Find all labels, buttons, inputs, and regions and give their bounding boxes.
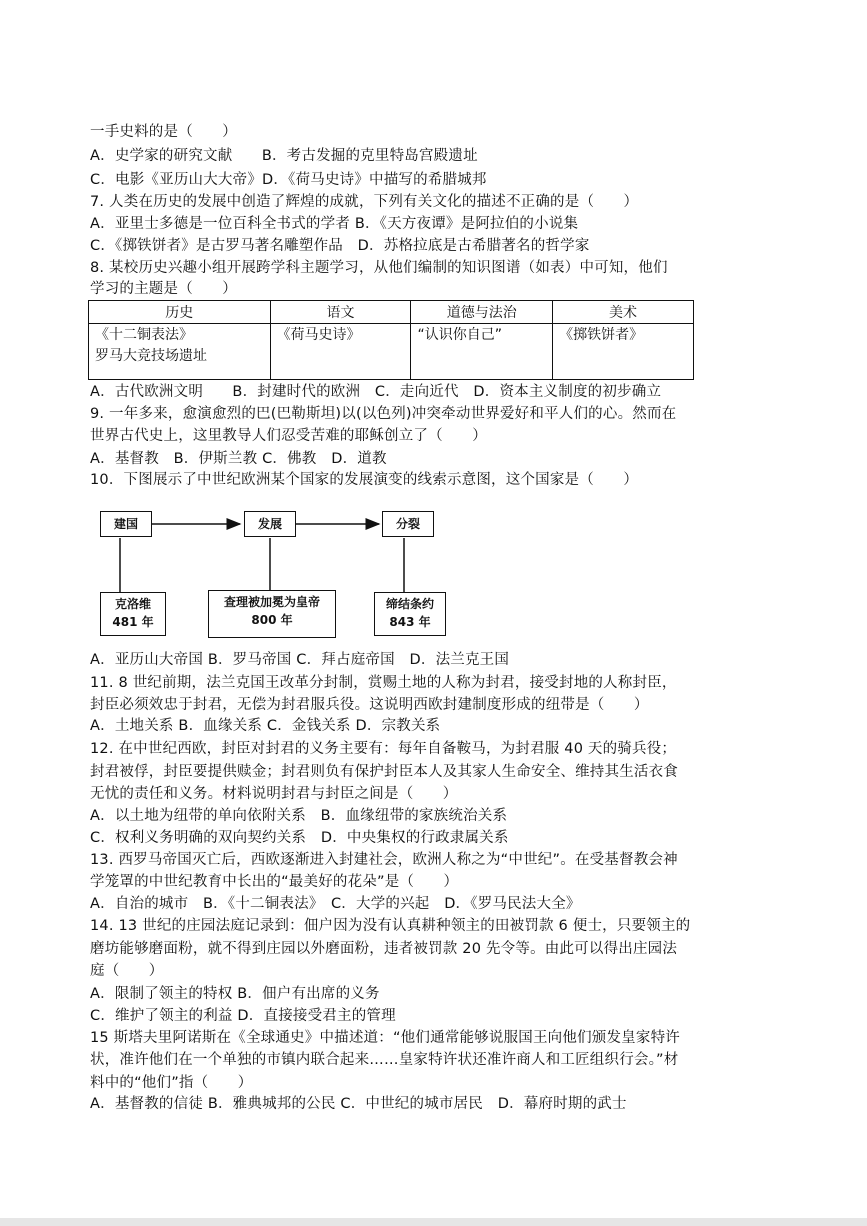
q12-stem-3: 无忧的责任和义务。材料说明封君与封臣之间是（ ）: [90, 786, 458, 802]
q12-options-ab: A．以土地为纽带的单向依附关系 B．血缘纽带的家族统治关系: [90, 808, 508, 824]
table-header: 历史: [89, 301, 271, 324]
q15-stem-2: 状，准许他们在一个单独的市镇内联合起来……皇家特许状还准许商人和工匠组织行会。”材: [90, 1052, 679, 1068]
q15-stem-1: 15 斯塔夫里阿诺斯在《全球通史》中描述道：“他们通常能够说服国王向他们颁发皇家特许: [90, 1030, 680, 1046]
event-name: 查理被加冕为皇帝: [223, 595, 320, 609]
q13-stem-2: 学笼罩的中世纪教育中长出的“最美好的花朵”是（ ）: [90, 874, 459, 890]
diagram-node-development: 发展: [244, 511, 296, 537]
q11-stem-1: 11. 8 世纪前期，法兰克国王改革分封制，赏赐土地的人称为封君，接受封地的人称封臣，: [90, 675, 677, 691]
q13-options: A．自治的城市 B．《十二铜表法》 C．大学的兴起 D．《罗马民法大全》: [90, 896, 581, 912]
q10-options: A．亚历山大帝国 B．罗马帝国 C．拜占庭帝国 D．法兰克王国: [90, 652, 510, 668]
table-cell: 《掷铁饼者》: [553, 324, 694, 380]
q14-options-ab: A．限制了领主的特权 B．佃户有出席的义务: [90, 986, 380, 1002]
q9-options: A．基督教 B．伊斯兰教 C．佛教 D．道教: [90, 451, 387, 467]
q7-options-cd: C．《掷铁饼者》是古罗马著名雕塑作品 D．苏格拉底是古希腊著名的哲学家: [90, 238, 590, 254]
diagram-event-charlemagne: [208, 590, 336, 638]
diagram-node-founding: 建国: [100, 511, 152, 537]
q15-options: A．基督教的信徒 B．雅典城邦的公民 C．中世纪的城市居民 D．幕府时期的武士: [90, 1096, 627, 1112]
q12-options-cd: C．权利义务明确的双向契约关系 D．中央集权的行政隶属关系: [90, 830, 509, 846]
q7-options-ab: A．亚里士多德是一位百科全书式的学者 B．《天方夜谭》是阿拉伯的小说集: [90, 216, 579, 232]
table-header: 道德与法治: [411, 301, 553, 324]
q9-stem-1: 9. 一年多来，愈演愈烈的巴(巴勒斯坦)以(以色列)冲突牵动世界爱好和平人们的心。然而在: [90, 406, 677, 422]
table-cell: 《荷马史诗》: [270, 324, 411, 380]
table-header: 语文: [270, 301, 411, 324]
q8-options: A．古代欧洲文明 B．封建时代的欧洲 C．走向近代 D．资本主义制度的初步确立: [90, 384, 662, 400]
q6-options-ab: A．史学家的研究文献 B．考古发掘的克里特岛宫殿遗址: [90, 148, 478, 164]
event-year: 481 年: [112, 615, 154, 629]
q7-stem: 7. 人类在历史的发展中创造了辉煌的成就，下列有关文化的描述不正确的是（ ）: [90, 194, 639, 210]
q12-stem-2: 封君被俘，封臣要提供赎金；封君则负有保护封臣本人及其家人生命安全、维持其生活衣食: [90, 764, 678, 780]
q9-stem-2: 世界古代史上，这里教导人们忍受苦难的耶稣创立了（ ）: [90, 428, 487, 444]
table-cell: 《十二铜表法》 罗马大竞技场遗址: [89, 324, 271, 380]
q14-stem-1: 14. 13 世纪的庄园法庭记录到：佃户因为没有认真耕种领主的田被罚款 6 便士，只要领主的: [90, 918, 691, 934]
event-year: 843 年: [389, 615, 431, 629]
q14-stem-2: 磨坊能够磨面粉，就不得到庄园以外磨面粉，违者被罚款 20 先令等。由此可以得出庄园法: [90, 941, 678, 957]
table-cell: “认识你自己”: [411, 324, 553, 380]
q14-options-cd: C．维护了领主的利益 D．直接接受君主的管理: [90, 1008, 396, 1024]
q10-stem: 10．下图展示了中世纪欧洲某个国家的发展演变的线索示意图，这个国家是（ ）: [90, 472, 639, 488]
q8-stem-1: 8. 某校历史兴趣小组开展跨学科主题学习，从他们编制的知识图谱（如表）中可知，他们: [90, 260, 668, 276]
diagram-event-clovis: [100, 592, 166, 636]
table-header: 美术: [553, 301, 694, 324]
event-name: 缔结条约: [385, 597, 434, 611]
q6-stem-end: 一手史料的是（ ）: [90, 124, 237, 140]
q14-stem-3: 庭（ ）: [90, 963, 164, 979]
event-year: 800 年: [251, 613, 293, 627]
diagram-node-split: 分裂: [382, 511, 434, 537]
q13-stem-1: 13. 西罗马帝国灭亡后，西欧逐渐进入封建社会，欧洲人称之为“中世纪”。在受基督教会神: [90, 852, 678, 868]
q12-stem-1: 12. 在中世纪西欧，封臣对封君的义务主要有：每年自备鞍马，为封君服 40 天的骑兵役；: [90, 741, 677, 757]
q15-stem-3: 料中的“他们”指（ ）: [90, 1075, 253, 1091]
event-name: 克洛维: [114, 597, 151, 611]
diagram-event-treaty: [374, 592, 446, 636]
q8-stem-2: 学习的主题是（ ）: [90, 281, 237, 297]
q11-stem-2: 封臣必须效忠于封君，无偿为封君服兵役。这说明西欧封建制度形成的纽带是（ ）: [90, 697, 649, 713]
q11-options: A．土地关系 B．血缘关系 C．金钱关系 D．宗教关系: [90, 718, 441, 734]
q6-options-cd: C．电影《亚历山大大帝》D．《荷马史诗》中描写的希腊城邦: [90, 172, 487, 188]
scan-bottom-edge: [0, 1218, 867, 1226]
